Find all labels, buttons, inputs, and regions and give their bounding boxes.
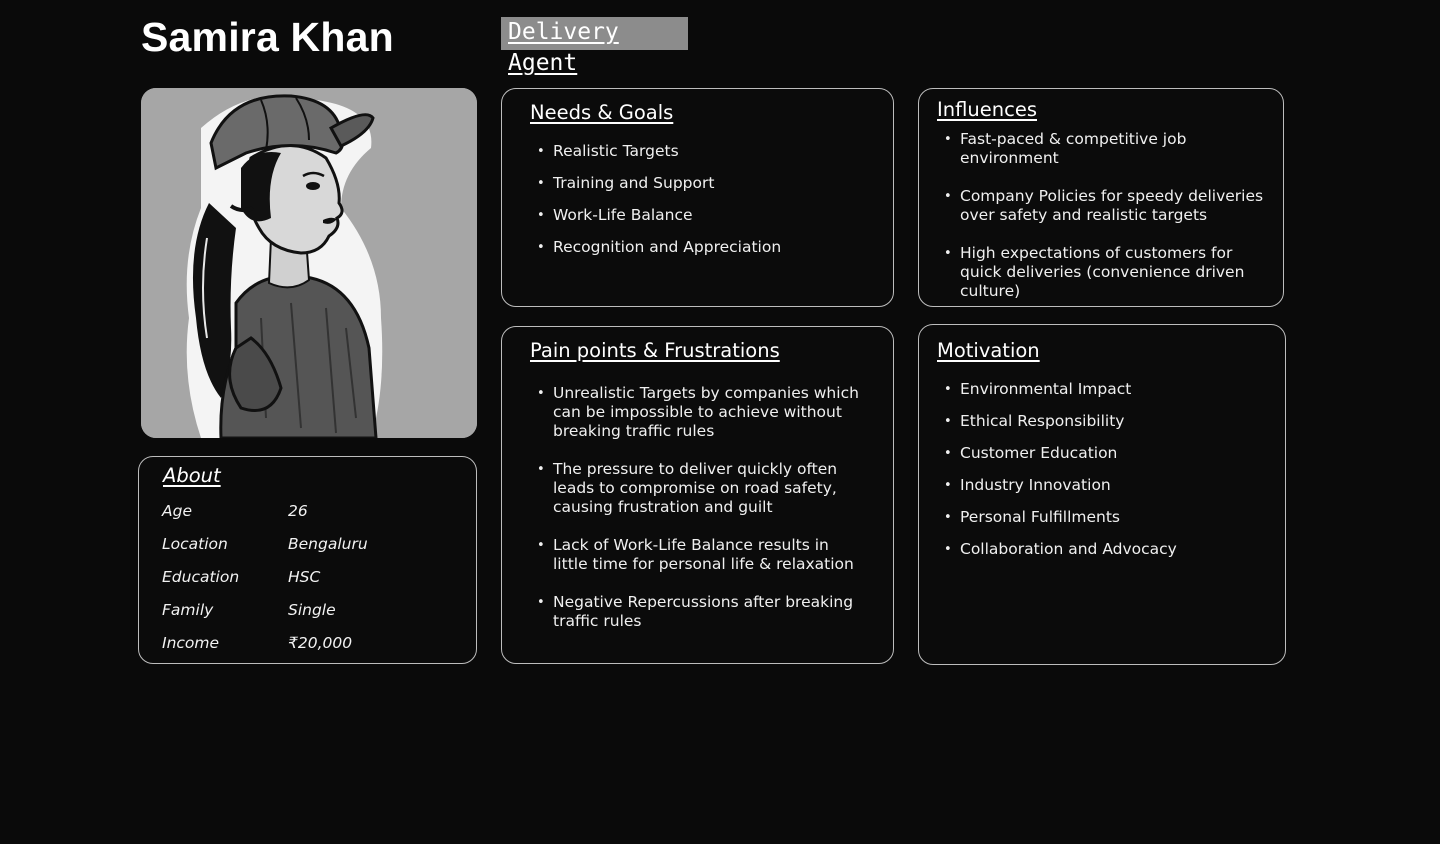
about-card: [138, 456, 477, 664]
list-item: • Fast-paced & competitive job environment: [944, 130, 1187, 167]
location-value: Bengaluru: [288, 535, 368, 553]
list-item: • Training and Support: [537, 174, 715, 192]
influences-card: [918, 88, 1284, 307]
list-item: • Negative Repercussions after breaking traffic rules: [537, 593, 854, 630]
list-item: • Industry Innovation: [944, 476, 1111, 494]
pain-points-title: Pain points & Frustrations: [530, 339, 780, 362]
list-item: • Environmental Impact: [944, 380, 1132, 398]
income-value: ₹20,000: [288, 634, 353, 652]
role-tag: Delivery Agent: [501, 17, 688, 50]
list-item: • Recognition and Appreciation: [537, 238, 782, 256]
family-label: Family: [162, 601, 214, 619]
list-item: • Company Policies for speedy deliveries over safety and realistic targets: [944, 187, 1264, 224]
persona-illustration: [141, 88, 477, 438]
income-label: Income: [162, 634, 220, 652]
list-item: • Customer Education: [944, 444, 1118, 462]
list-item: • Work-Life Balance: [537, 206, 693, 224]
age-label: Age: [162, 502, 192, 520]
pain-points-list: [530, 384, 865, 631]
list-item: • Lack of Work-Life Balance results in little time for personal life & relaxation: [537, 536, 854, 573]
list-item: • Collaboration and Advocacy: [944, 540, 1177, 558]
needs-goals-card: [501, 88, 894, 307]
pain-points-card: [501, 326, 894, 664]
needs-goals-list: [530, 142, 880, 257]
list-item: • Ethical Responsibility: [944, 412, 1125, 430]
motivation-card: [918, 324, 1286, 665]
list-item: • High expectations of customers for quick deliveries (convenience driven culture): [944, 244, 1245, 300]
education-value: HSC: [288, 568, 321, 586]
list-item: • The pressure to deliver quickly often leads to compromise on road safety, causing frustration and guilt: [537, 460, 838, 516]
motivation-list: [937, 380, 1267, 559]
about-title: About: [163, 464, 221, 487]
list-item: • Unrealistic Targets by companies which can be impossible to achieve without breaking traffic rules: [537, 384, 859, 440]
education-label: Education: [162, 568, 240, 586]
list-item: • Personal Fulfillments: [944, 508, 1121, 526]
delivery-agent-illustration: [141, 88, 477, 438]
location-label: Location: [162, 535, 228, 553]
list-item: • Realistic Targets: [537, 142, 679, 160]
needs-goals-title: Needs & Goals: [530, 101, 674, 124]
family-value: Single: [288, 601, 336, 619]
influences-title: Influences: [937, 98, 1037, 121]
persona-name: Samira Khan: [141, 14, 394, 60]
age-value: 26: [288, 502, 308, 520]
influences-list: [937, 130, 1267, 301]
motivation-title: Motivation: [937, 339, 1040, 362]
